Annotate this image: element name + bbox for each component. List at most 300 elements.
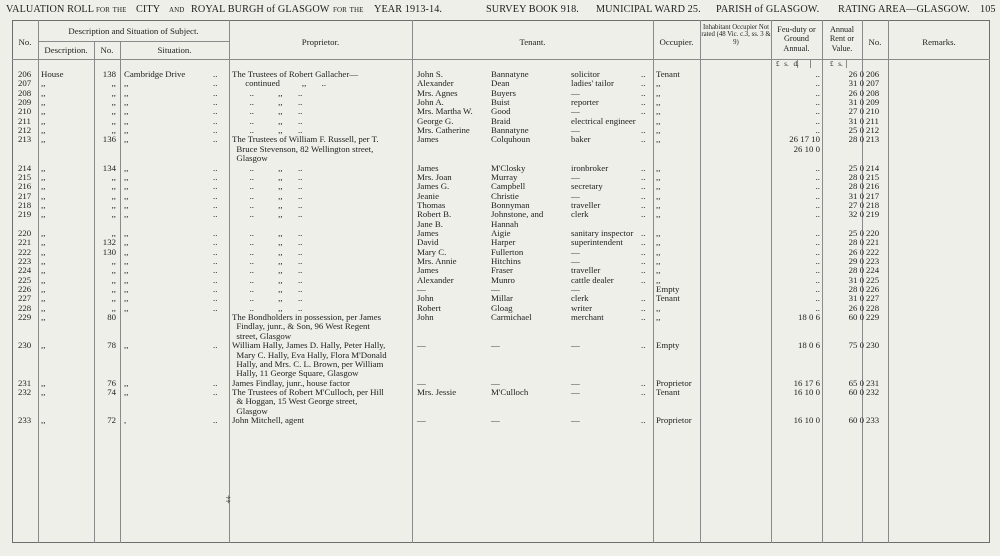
- stray-mark: ‡: [226, 494, 231, 504]
- row-number: 230: [18, 340, 32, 351]
- row-tenant-surname: Bonnyman: [491, 199, 530, 210]
- row-number-right: 206: [866, 69, 880, 79]
- row-leader-dots: ..: [213, 125, 218, 136]
- row-tenant-surname: Hannah: [491, 218, 519, 229]
- row-tenant-surname: Fraser: [491, 265, 513, 276]
- row-feu-duty: ..: [815, 87, 820, 98]
- row-number: 215: [18, 171, 32, 182]
- header-proprietor: Proprietor.: [301, 37, 340, 47]
- row-tenant-forename: John S.: [417, 69, 443, 79]
- col-rule: [120, 41, 121, 543]
- row-tenant-forename: Mrs. Jessie: [417, 386, 457, 397]
- row-tenant-surname: —: [491, 377, 500, 388]
- row-feu-duty: ..: [815, 265, 820, 276]
- row-occupier: ,,: [656, 237, 661, 248]
- row-number: 213: [18, 134, 32, 145]
- row-feu-duty: 16 10 0: [793, 414, 820, 425]
- row-proprietor: .. ,, ..: [232, 293, 303, 304]
- row-proprietor: .. ,, ..: [232, 237, 303, 248]
- row-tenant-surname: Campbell: [491, 181, 526, 192]
- row-tenant-occupation: traveller: [571, 265, 601, 276]
- row-tenant-surname: Christie: [491, 190, 519, 201]
- row-number: 229: [18, 312, 32, 323]
- row-description: ,,: [41, 414, 46, 425]
- row-tenant-surname: Aigie: [491, 227, 511, 238]
- row-tenant-surname: Buist: [491, 97, 510, 107]
- row-number-right: 219: [866, 209, 880, 220]
- row-tenant-occupation: —: [571, 125, 580, 136]
- row-occupier: ,,: [656, 312, 661, 323]
- row-occupier: ,,: [656, 256, 661, 266]
- row-house-number: ,,: [111, 87, 116, 98]
- header-remarks: Remarks.: [922, 37, 956, 47]
- row-tenant-forename: Jane B.: [417, 218, 443, 229]
- row-tenant-forename: James: [417, 227, 439, 238]
- row-number-right: 216: [866, 181, 880, 192]
- row-tenant-occupation: —: [571, 87, 580, 98]
- row-situation: ,,: [124, 115, 129, 126]
- row-occupier: ,,: [656, 171, 661, 182]
- row-leader-dots: ..: [641, 414, 646, 425]
- row-annual-rent: 28 0: [848, 237, 864, 248]
- row-proprietor: The Trustees of William F. Russell, per T.: [232, 134, 379, 145]
- row-proprietor: .. ,, ..: [232, 274, 303, 285]
- row-feu-duty: ..: [815, 125, 820, 136]
- row-number: 226: [18, 284, 32, 294]
- row-description: ,,: [41, 237, 46, 248]
- row-annual-rent: 25 0: [848, 125, 864, 136]
- row-proprietor: continued ,, ..: [232, 78, 327, 89]
- header-rating: RATING AREA—GLASGOW.: [838, 4, 970, 15]
- row-leader-dots: ..: [641, 293, 646, 304]
- row-feu-duty: ..: [815, 199, 820, 210]
- row-number-right: 207: [866, 78, 880, 89]
- row-occupier: Empty: [656, 284, 680, 294]
- row-situation: ,,: [124, 87, 129, 98]
- row-tenant-occupation: clerk: [571, 293, 589, 304]
- row-house-number: 136: [102, 134, 116, 145]
- row-tenant-occupation: —: [571, 340, 580, 351]
- row-house-number: ,,: [111, 106, 116, 117]
- row-number: 207: [18, 78, 32, 89]
- col-rule: [653, 20, 654, 543]
- row-proprietor: The Trustees of Robert M'Culloch, per Hill: [232, 386, 384, 397]
- row-leader-dots: ..: [213, 115, 218, 126]
- row-proprietor: William Hally, James D. Hally, Peter Hally,: [232, 340, 386, 351]
- row-house-number: ,,: [111, 181, 116, 192]
- row-tenant-occupation: —: [571, 106, 580, 117]
- row-leader-dots: ..: [641, 87, 646, 98]
- row-description: ,,: [41, 78, 46, 89]
- row-annual-rent: 28 0: [848, 134, 864, 145]
- row-house-number: ,,: [111, 256, 116, 266]
- row-tenant-surname: Carmichael: [491, 312, 532, 323]
- row-description: ,,: [41, 171, 46, 182]
- row-number: 209: [18, 97, 32, 107]
- row-leader-dots: ..: [641, 162, 646, 173]
- row-annual-rent: 31 0: [848, 115, 864, 126]
- row-tenant-occupation: —: [571, 246, 580, 257]
- row-feu-duty: ..: [815, 171, 820, 182]
- row-leader-dots: ..: [213, 256, 218, 266]
- header-city: CITY: [136, 4, 161, 15]
- row-occupier: ,,: [656, 227, 661, 238]
- row-proprietor: .. ,, ..: [232, 190, 303, 201]
- row-description: ,,: [41, 106, 46, 117]
- row-occupier: ,,: [656, 106, 661, 117]
- header-number: No.: [100, 45, 114, 55]
- row-house-number: ,,: [111, 302, 116, 313]
- row-proprietor: .. ,, ..: [232, 246, 303, 257]
- row-proprietor: .. ,, ..: [232, 302, 303, 313]
- header-burgh: ROYAL BURGH of GLASGOW: [191, 4, 330, 15]
- row-leader-dots: ..: [641, 97, 646, 107]
- header-situation: Situation.: [157, 45, 192, 55]
- row-description: ,,: [41, 134, 46, 145]
- row-leader-dots: ..: [641, 340, 646, 351]
- row-tenant-surname: Good: [491, 106, 511, 117]
- row-leader-dots: ..: [641, 377, 646, 388]
- row-annual-rent: 26 0: [848, 246, 864, 257]
- row-number-right: 218: [866, 199, 880, 210]
- row-tenant-occupation: —: [571, 414, 580, 425]
- row-leader-dots: ..: [641, 227, 646, 238]
- row-tenant-surname: Bannatyne: [491, 69, 529, 79]
- row-feu-duty: 26 17 10: [789, 134, 820, 145]
- row-proprietor: .. ,, ..: [232, 199, 303, 210]
- row-situation: ,,: [124, 284, 129, 294]
- row-proprietor: Hally, 11 George Square, Glasgow: [232, 368, 359, 379]
- row-tenant-forename: Mrs. Martha W.: [417, 106, 473, 117]
- row-feu-duty: ..: [815, 162, 820, 173]
- row-leader-dots: ..: [213, 97, 218, 107]
- row-annual-rent: 28 0: [848, 181, 864, 192]
- row-description: ,,: [41, 87, 46, 98]
- row-number: 224: [18, 265, 32, 276]
- row-feu-duty: 16 17 6: [793, 377, 820, 388]
- row-feu-duty: ..: [815, 256, 820, 266]
- row-description: ,,: [41, 302, 46, 313]
- row-house-number: ,,: [111, 274, 116, 285]
- row-number-right: 232: [866, 386, 880, 397]
- page-header: [6, 4, 994, 18]
- row-annual-rent: 60 0: [848, 312, 864, 323]
- row-description: ,,: [41, 312, 46, 323]
- row-annual-rent: 32 0: [848, 209, 864, 220]
- row-number: 206: [18, 69, 32, 79]
- row-proprietor: Glasgow: [232, 153, 268, 164]
- row-leader-dots: ..: [641, 78, 646, 89]
- row-description: ,,: [41, 190, 46, 201]
- row-annual-rent: 25 0: [848, 162, 864, 173]
- row-annual-rent: 26 0: [848, 69, 864, 79]
- row-number-right: 223: [866, 256, 880, 266]
- row-description: ,,: [41, 265, 46, 276]
- row-leader-dots: ..: [641, 274, 646, 285]
- row-leader-dots: ..: [641, 134, 646, 145]
- row-house-number: ,,: [111, 125, 116, 136]
- row-occupier: ,,: [656, 181, 661, 192]
- row-leader-dots: ..: [213, 293, 218, 304]
- row-annual-rent: 31 0: [848, 274, 864, 285]
- col-rule: [771, 20, 772, 543]
- row-description: ,,: [41, 284, 46, 294]
- row-house-number: ,,: [111, 78, 116, 89]
- row-leader-dots: ..: [213, 78, 218, 89]
- row-leader-dots: ..: [213, 181, 218, 192]
- row-number: 220: [18, 227, 32, 238]
- row-tenant-occupation: traveller: [571, 199, 601, 210]
- row-description: ,,: [41, 340, 46, 351]
- row-feu-duty: 18 0 6: [798, 312, 820, 323]
- row-situation: ,,: [124, 302, 129, 313]
- row-occupier: ,,: [656, 190, 661, 201]
- row-proprietor: .. ,, ..: [232, 162, 303, 173]
- header-tenant: Tenant.: [519, 37, 546, 47]
- header-no-right: No.: [868, 37, 882, 47]
- row-tenant-occupation: —: [571, 386, 580, 397]
- row-number: 216: [18, 181, 32, 192]
- row-feu-duty: ..: [815, 209, 820, 220]
- row-feu-duty: ..: [815, 237, 820, 248]
- row-leader-dots: ..: [213, 246, 218, 257]
- row-situation: ,,: [124, 97, 129, 107]
- row-house-number: ,,: [111, 190, 116, 201]
- row-leader-dots: ..: [641, 209, 646, 220]
- row-tenant-occupation: —: [571, 256, 580, 266]
- row-proprietor: .. ,, ..: [232, 87, 303, 98]
- row-house-number: ,,: [111, 265, 116, 276]
- row-house-number: 72: [107, 414, 116, 425]
- row-tenant-surname: Braid: [491, 115, 511, 126]
- row-description: ,,: [41, 256, 46, 266]
- row-description: ,,: [41, 115, 46, 126]
- row-house-number: ,,: [111, 97, 116, 107]
- header-parish: PARISH of GLASGOW.: [716, 4, 820, 15]
- row-description: ,,: [41, 274, 46, 285]
- row-leader-dots: ..: [641, 190, 646, 201]
- row-house-number: ,,: [111, 209, 116, 220]
- row-house-number: ,,: [111, 199, 116, 210]
- row-tenant-forename: —: [417, 414, 426, 425]
- row-situation: ,,: [124, 377, 129, 388]
- row-annual-rent: 28 0: [848, 171, 864, 182]
- row-annual-rent: 60 0: [848, 414, 864, 425]
- row-leader-dots: ..: [641, 106, 646, 117]
- row-occupier: Proprietor: [656, 414, 692, 425]
- row-annual-rent: 28 0: [848, 284, 864, 294]
- row-feu-duty: 18 0 6: [798, 340, 820, 351]
- row-house-number: 134: [102, 162, 116, 173]
- row-tenant-forename: Robert: [417, 302, 441, 313]
- row-feu-duty: ..: [815, 274, 820, 285]
- row-tenant-occupation: cattle dealer: [571, 274, 614, 285]
- row-leader-dots: ..: [213, 199, 218, 210]
- row-tenant-forename: John A.: [417, 97, 444, 107]
- row-proprietor: Findlay, junr., & Son, 96 West Regent: [232, 321, 370, 332]
- row-situation: ,,: [124, 340, 129, 351]
- row-feu-duty: ..: [815, 293, 820, 304]
- row-tenant-surname: Murray: [491, 171, 518, 182]
- row-occupier: Empty: [656, 340, 680, 351]
- row-tenant-forename: Robert B.: [417, 209, 452, 220]
- row-proprietor: .. ,, ..: [232, 125, 303, 136]
- row-leader-dots: ..: [641, 69, 646, 79]
- row-description: ,,: [41, 209, 46, 220]
- row-feu-duty: ..: [815, 97, 820, 107]
- row-proprietor: .. ,, ..: [232, 181, 303, 192]
- row-tenant-forename: Thomas: [417, 199, 446, 210]
- row-tenant-occupation: writer: [571, 302, 593, 313]
- header-valuation: VALUATION ROLL: [6, 4, 95, 15]
- row-tenant-forename: David: [417, 237, 439, 248]
- header-feu-duty: Feu-duty or Ground Annual.: [777, 25, 816, 53]
- row-number-right: 210: [866, 106, 880, 117]
- row-number: 210: [18, 106, 32, 117]
- row-leader-dots: ..: [213, 284, 218, 294]
- row-number-right: 215: [866, 171, 880, 182]
- row-occupier: ,,: [656, 134, 661, 145]
- row-annual-rent: 27 0: [848, 106, 864, 117]
- row-number: 218: [18, 199, 32, 210]
- row-proprietor: Bruce Stevenson, 82 Wellington street,: [232, 143, 374, 154]
- row-tenant-surname: Munro: [491, 274, 515, 285]
- row-proprietor: .. ,, ..: [232, 106, 303, 117]
- row-situation: ,,: [124, 386, 129, 397]
- row-tenant-forename: James: [417, 134, 439, 145]
- row-leader-dots: ..: [213, 190, 218, 201]
- row-number-right: 212: [866, 125, 880, 136]
- row-occupier: Tenant: [656, 69, 680, 79]
- row-situation: Cambridge Drive: [124, 69, 186, 79]
- row-annual-rent: 31 0: [848, 97, 864, 107]
- row-situation: ,,: [124, 190, 129, 201]
- row-situation: ,,: [124, 171, 129, 182]
- row-tenant-occupation: —: [571, 171, 580, 182]
- row-situation: ,,: [124, 246, 129, 257]
- row-leader-dots: ..: [213, 386, 218, 397]
- row-leader-dots: ..: [641, 265, 646, 276]
- col-rule: [412, 20, 413, 543]
- row-tenant-occupation: —: [571, 284, 580, 294]
- row-occupier: Proprietor: [656, 377, 692, 388]
- row-number-right: 214: [866, 162, 880, 173]
- row-tenant-occupation: ironbroker: [571, 162, 609, 173]
- row-situation: ,,: [124, 293, 129, 304]
- row-proprietor: Mary C. Hally, Eva Hally, Flora M'Donald: [232, 349, 387, 360]
- row-tenant-surname: Colquhoun: [491, 134, 531, 145]
- row-description: ,,: [41, 97, 46, 107]
- row-tenant-surname: M'Culloch: [491, 386, 529, 397]
- header-description: Description.: [44, 45, 88, 55]
- row-proprietor: & Hoggan, 15 West George street,: [232, 396, 358, 407]
- row-tenant-surname: Johnstone, and: [491, 209, 544, 220]
- row-feu-duty: ..: [815, 181, 820, 192]
- row-leader-dots: ..: [641, 199, 646, 210]
- row-tenant-occupation: superintendent: [571, 237, 623, 248]
- row-feu-duty: 26 10 0: [793, 143, 820, 154]
- row-number: 217: [18, 190, 32, 201]
- row-house-number: 80: [107, 312, 116, 323]
- row-proprietor: .. ,, ..: [232, 284, 303, 294]
- row-leader-dots: ..: [213, 265, 218, 276]
- row-number-right: 213: [866, 134, 880, 145]
- row-tenant-occupation: —: [571, 377, 580, 388]
- row-tenant-surname: Harper: [491, 237, 516, 248]
- row-proprietor: .. ,, ..: [232, 227, 303, 238]
- header-for: for the: [96, 4, 127, 15]
- row-tenant-surname: M'Closky: [491, 162, 526, 173]
- row-tenant-forename: Alexander: [417, 78, 454, 89]
- row-proprietor: The Trustees of Robert Gallacher—: [232, 69, 359, 79]
- row-situation: ,,: [124, 274, 129, 285]
- row-annual-rent: 65 0: [848, 377, 864, 388]
- row-leader-dots: ..: [641, 312, 646, 323]
- row-occupier: ,,: [656, 209, 661, 220]
- row-description: ,,: [41, 125, 46, 136]
- row-tenant-occupation: electrical engineer: [571, 115, 636, 126]
- row-number-right: 227: [866, 293, 880, 304]
- row-leader-dots: ..: [213, 274, 218, 285]
- col-rule: [229, 20, 230, 543]
- row-number-right: 209: [866, 97, 880, 107]
- row-occupier: ,,: [656, 87, 661, 98]
- row-feu-duty: ..: [815, 302, 820, 313]
- row-tenant-forename: Mrs. Annie: [417, 256, 457, 266]
- row-situation: ,,: [124, 199, 129, 210]
- row-proprietor: .. ,, ..: [232, 256, 303, 266]
- row-occupier: Tenant: [656, 386, 680, 397]
- header-desc-group: Description and Situation of Subject.: [68, 26, 199, 36]
- row-feu-duty: ..: [815, 246, 820, 257]
- row-tenant-surname: Fullerton: [491, 246, 524, 257]
- row-situation: ,: [124, 414, 127, 425]
- row-number: 212: [18, 125, 32, 136]
- row-leader-dots: ..: [213, 171, 218, 182]
- row-tenant-forename: Alexander: [417, 274, 454, 285]
- row-number-right: 224: [866, 265, 880, 276]
- row-annual-rent: 29 0: [848, 256, 864, 266]
- col-rule: [822, 20, 823, 543]
- row-leader-dots: ..: [641, 171, 646, 182]
- row-situation: ,,: [124, 106, 129, 117]
- header-feu-units: £ s. d.: [776, 60, 799, 68]
- row-leader-dots: ..: [641, 246, 646, 257]
- row-tenant-occupation: ladies' tailor: [571, 78, 614, 89]
- row-number: 228: [18, 302, 32, 313]
- row-tenant-surname: —: [491, 284, 500, 294]
- row-tenant-occupation: baker: [571, 134, 591, 145]
- row-proprietor: Glasgow: [232, 405, 268, 416]
- row-tenant-occupation: —: [571, 190, 580, 201]
- row-number: 211: [18, 115, 31, 126]
- row-tenant-occupation: clerk: [571, 209, 589, 220]
- row-number: 225: [18, 274, 32, 285]
- row-tenant-surname: Bannatyne: [491, 125, 529, 136]
- row-feu-duty: ..: [815, 106, 820, 117]
- row-proprietor: street, Glasgow: [232, 330, 292, 341]
- row-tenant-occupation: merchant: [571, 312, 604, 323]
- header-ward: MUNICIPAL WARD 25.: [596, 4, 701, 15]
- row-occupier: ,,: [656, 199, 661, 210]
- row-leader-dots: ..: [213, 87, 218, 98]
- row-description: ,,: [41, 246, 46, 257]
- row-number: 227: [18, 293, 32, 304]
- row-tenant-surname: —: [491, 414, 500, 425]
- row-tenant-forename: James: [417, 162, 439, 173]
- row-tenant-surname: Dean: [491, 78, 510, 89]
- row-occupier: ,,: [656, 115, 661, 126]
